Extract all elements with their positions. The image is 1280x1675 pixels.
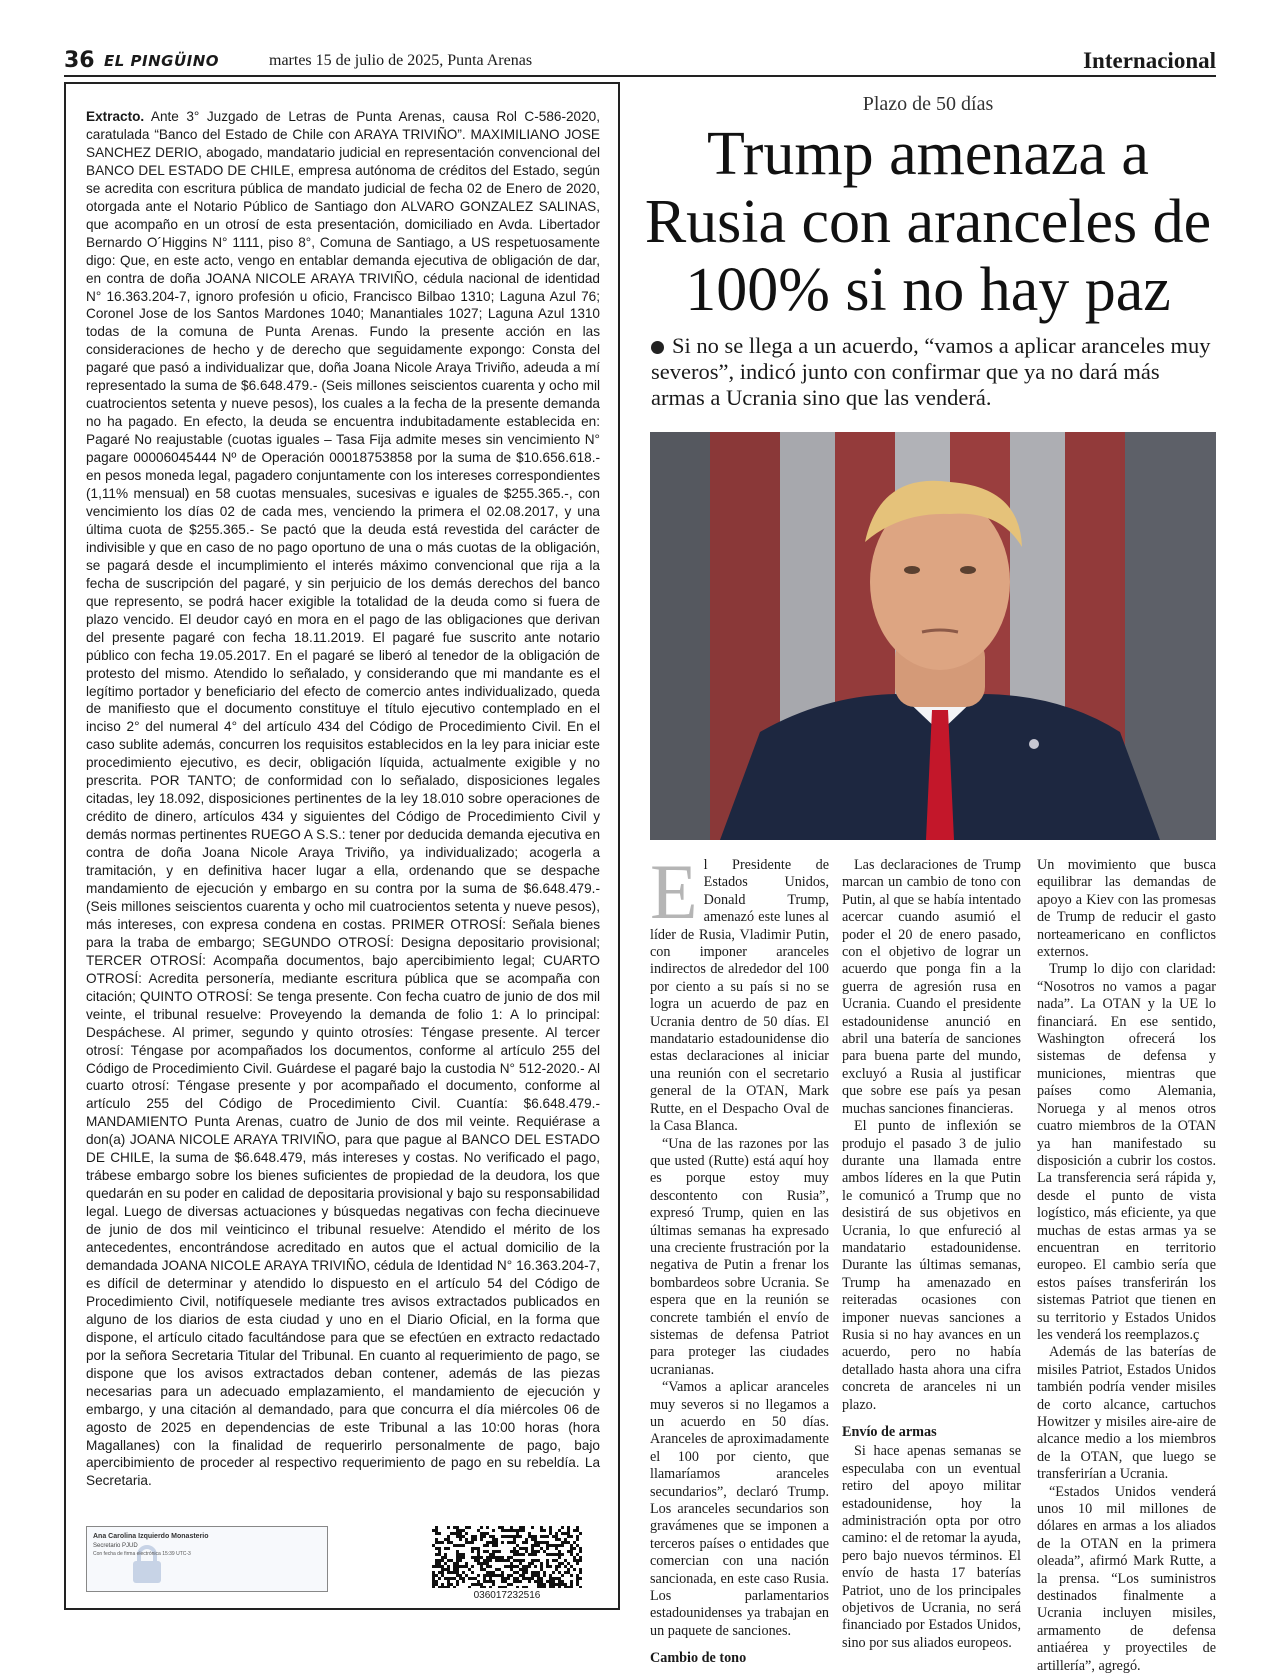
date-line: martes 15 de julio de 2025, Punta Arenas (269, 52, 533, 69)
drop-cap: E (650, 848, 698, 935)
signer-name: Ana Carolina Izquierdo Monasterio (93, 1533, 209, 1540)
paragraph: Si hace apenas semanas se especulaba con un eventual retiro del apoyo militar estadounidense, hoy la administración opta por otro camino: el de retomar la ayuda, pero bajo nuevos términos. El envío de hasta 17 baterías Patriot, uno de los principales objetivos de Ucrania, no será financiado por Estados Unidos, sino por sus aliados europeos. (842, 1443, 1021, 1651)
barcode-number: 036017232516 (473, 1590, 541, 1601)
legal-notice-body: Ante 3° Juzgado de Letras de Punta Arenas, causa Rol C-586-2020, caratulada “Banco del Estado de Chile con ARAYA TRIVIÑO”. MAXIMILIANO JOSE SANCHEZ DERIO, abogado, mandatario judicial en representación convencional del BANCO DEL ESTADO DE CHILE, empresa autónoma de créditos del Estado, según se acredita con escritura pública de mandato judicial de fecha 02 de Enero de 2020, otorgada ante el Notario Público de Santiago don ALVARO GONZALEZ SALINAS, que acompaño en un otrosí de esta presentación, domiciliado en Avda. Libertador Bernardo O´Higgins N° 1111, piso 8°, Comuna de Santiago, a US respetuosamente digo: Que, en este acto, vengo en entablar demanda ejecutiva de obligación de dar, en contra de doña JOANA NICOLE ARAYA TRIVIÑO, cédula nacional de identidad N° 16.363.204-7, ignoro profesión u oficio, Francisco Bilbao 1310; Laguna Azul 76; Coronel Jose de los Santos Mardones 1040; Manantiales 1027; Laguna Azul 1310 todas de la comuna de Punta Arenas. Fundo la presente acción en las consideraciones de hecho y de derecho que seguidamente expongo: Consta del pagaré que pasó a individualizar que, doña Joana Nicole Araya Triviño, adeuda a mí representado la suma de $6.648.479.- (Seis millones seiscientos cuarenta y ocho mil cuatrocientos setenta y nueve pesos), los cuales a la fecha de la presente demanda no ha pagado. En efecto, la deuda se encuentra indubitadamente establecida en: Pagaré No reajustable (cuotas iguales – Tasa Fija admite meses sin vencimiento N° pagare 00006045444 Nº de Operación 00018753858 por la suma de $10.656.618.- en pesos moneda legal, pagadero conjuntamente con los intereses correspondientes (1,11% mensual) en 58 cuotas mensuales, sucesivas e iguales de $255.365.-, con vencimiento los días 02 de cada mes, venciendo la primera el 02.08.2017, y una última cuota de $255.365.- Se pactó que la deuda está revestida del carácter de indivisible y que en caso de no pago oportuno de una o más cuotas de la obligación, se pagará desde el incumplimiento el interés máximo convencional que rija a la fecha de suscripción del pagaré, y sin perjuicio de los demás derechos del banco que represento, se podrá hacer exigible la totalidad de la deuda como si fuera de plazo vencido. El deudor cayó en mora en el pago de las obligaciones que derivan del presente pagaré con fecha 18.11.2019. El pagaré fue suscrito ante notario público con fecha 19.05.2017. En el pagaré se liberó al tenedor de la obligación de protesto del mismo. Atendido lo señalado, y considerando que mi mandante es el legítimo portador y beneficiario del efecto de comercio antes individualizado, queda de manifiesto que el documento constituye el título ejecutivo contemplado en el inciso 2° del numeral 4° del artículo 434 del Código de Procedimiento Civil. En el caso sublite además, concurren los requisitos establecidos en la ley para iniciar este procedimiento ejecutivo, es decir, obligación líquida, actualmente exigible y no prescrita. POR TANTO; de conformidad con lo señalado, disposiciones legales citadas, ley 18.092, disposiciones pertinentes de la ley 18.010 sobre operaciones de crédito de dinero, artículos 434 y siguientes del Código de Procedimiento Civil y demás normas pertinentes RUEGO A S.S.: tener por deducida demanda ejecutiva en contra de doña Joana Nicole Araya Triviño, ya individualizado; acogerla a tramitación, y en definitiva hacer lugar a ella, ordenando que se despache mandamiento de ejecución y embargo en su contra por la suma de $6.648.479.- (Seis millones seiscientos cuarenta y ocho mil cuatrocientos setenta y nueve pesos), más intereses, con expresa condena en costas. PRIMER OTROSÍ: Señala bienes para la traba de embargo; SEGUNDO OTROSÍ: Designa depositario provisional; TERCER OTROSÍ: Acompaña documentos, bajo apercibimiento legal; CUARTO OTROSÍ: Acredita personería, mediante escritura pública que se acompaña con citación; QUINTO OTROSÍ: Se tenga presente. Con fecha cuatro de junio de dos mil veinte, el tribunal resuelve: Proveyendo la demanda de folio 1: A lo principal: Despáchese. Al primer, segundo y quinto otrosíes: Téngase presente. Al tercer otrosí: Téngase por acompañados los documentos, conforme al artículo 255 del Código de Procedimiento Civil. Guárdese el pagaré bajo la custodia N° 512-2020.- Al cuarto otrosí: Téngase presente y por acompañado el documento, conforme al artículo 255 del Código de Procedimiento Civil. Cuantía: $6.648.479.- MANDAMIENTO Punta Arenas, cuatro de Junio de dos mil veinte. Requiérase a don(a) JOANA NICOLE ARAYA TRIVIÑO, para que pague al BANCO DEL ESTADO DE CHILE, la suma de $6.648.479, más intereses y costas. No verificado el pago, trábese embargo sobre los bienes suficientes de propiedad de la deudora, los que quedarán en su poder en calidad de depositaria provisional y bajo su responsabilidad legal. Luego de diversas actuaciones y búsquedas negativas con fecha diecinueve de junio de dos mil veinticinco el tribunal resuelve: Atendido el mérito de los antecedentes, encontrándose acreditado en autos que el actual domicilio de la demandada JOANA NICOLE ARAYA TRIVIÑO, cédula de Identidad N° 16.363.204-7, es difícil de determinar y atendido lo dispuesto en el artículo 54 del Código de Procedimiento Civil, notifíquesele mediante tres avisos extractados publicados en alguno de los diarios de esta ciudad y uno en el Diario Oficial, en la forma que dispone, el artículo citado facultándose para que se efectúen en extracto redactado por la señora Secretaria Titular del Tribunal. En cuanto al requerimiento de pago, se dispone que los avisos extractados deban contener, además de las piezas necesarias para un adecuado emplazamiento, el mandamiento de ejecución y embargo, y una citación al demandado, para que concurra el día miércoles 06 de agosto de 2025 en dependencias de este Tribunal a las 10:00 horas (hora Magallanes) con la finalidad de requerirlo personalmente de pago, bajo apercibimiento de proceder al respectivo requerimiento de pago en su rebeldía. La Secretaria. (86, 109, 600, 1489)
paragraph: Trump lo dijo con claridad: “Nosotros no vamos a pagar nada”. La OTAN y la UE lo financiará. En ese sentido, Washington ofrecerá los sistemas de defensa y municiones, mientras que países como Alemania, Noruega y al menos otros cuatro miembros de la OTAN ya han manifestado su disposición a cubrir los costos. La transferencia será rápida y, desde el punto de vista logístico, más eficiente, ya que muchas de estas armas ya se encuentran en territorio europeo. El cambio sería que estos países transferirán los sistemas Patriot que tienen en su territorio y Estados Unidos les venderá los reemplazos.ç (1037, 961, 1216, 1343)
paragraph: Un movimiento que busca equilibrar las demandas de apoyo a Kiev con las promesas de Trump de reducir el gasto norteamericano en conflictos externos. (1037, 857, 1216, 961)
paragraph: l Presidente de Estados Unidos, Donald Trump, amenazó este lunes al líder de Rusia, Vladimir Putin, con imponer aranceles indirectos de alrededor del 100 por ciento a su país si no se logra un acuerdo de paz en Ucrania dentro de 50 días. El mandatario estadounidense dio estas declaraciones al iniciar una reunión con el secretario general de la OTAN, Mark Rutte, en el Despacho Oval de la Casa Blanca. (650, 857, 829, 1135)
trump-photo (650, 432, 1216, 840)
legal-notice-lead: Extracto. (86, 109, 145, 124)
subheading: Envío de armas (842, 1424, 937, 1440)
article-deck (651, 333, 1211, 411)
article-column-1 (650, 848, 829, 1670)
paragraph: Las declaraciones de Trump marcan un cambio de tono con Putin, al que se había intentado acercar cuando asumió el poder el 20 de enero pasado, con el objetivo de lograr un acuerdo que ponga fin a la guerra de agresión rusa en Ucrania. Cuando el presidente estadounidense anunció en abril una batería de sanciones para buena parte del mundo, excluyó a Rusia al justificar que sobre ese país ya pesan muchas sanciones financieras. (842, 857, 1021, 1117)
section-title: Internacional (1083, 48, 1216, 73)
article-column-3 (1037, 857, 1216, 1675)
electronic-signature-block (86, 1526, 328, 1592)
paragraph: El punto de inflexión se produjo el pasado 3 de julio durante una llamada entre ambos líderes en la que Putin le comunicó a Trump que no desistirá de sus objetivos en Ucrania, lo que enfureció al mandatario estadounidense. Durante las últimas semanas, Trump ha amenazado en reiteradas ocasiones con imponer nuevas sanciones a Rusia si no hay avances en un acuerdo, pero no había detallado hasta ahora una cifra concreta de aranceles ni un plazo. (842, 1118, 1021, 1413)
paragraph: “Vamos a aplicar aranceles muy severos si no llegamos a un acuerdo en 50 días. Aranceles de aproximadamente el 100 por ciento, que llamaríamos aranceles secundarios”, declaró Trump. Los aranceles secundarios son gravámenes que se imponen a terceros países o entidades que comercian con una nación sancionada, en este caso Rusia. Los parlamentarios estadounidenses ya trabajan en un paquete de sanciones. (650, 1379, 829, 1639)
article-kicker: Plazo de 50 días (862, 93, 994, 115)
signature-date: Con fecha de firma electrónica 15:39 UTC-3 (93, 1551, 191, 1557)
barcode-graphic (432, 1526, 582, 1588)
bullet-icon (651, 341, 664, 354)
subheading: Cambio de tono (650, 1650, 747, 1667)
page-header (64, 48, 1216, 78)
page-number: 36 (64, 48, 95, 73)
newspaper-logo: EL PINGÜINO (104, 52, 220, 70)
legal-notice-box (64, 82, 620, 1610)
paragraph: “Una de las razones por las que usted (Rutte) está aquí hoy es porque estoy muy descontento con Rusia”, expresó Trump, quien en las últimas semanas ha expresado una creciente frustración por la negativa de Putin a frenar los bombardeos sobre Ucrania. Se espera que en la reunión se concrete también el envío de sistemas de defensa Patriot para proteger las ciudades ucranianas. (650, 1135, 829, 1378)
paragraph: Además de las baterías de misiles Patriot, Estados Unidos también podría vender misiles de corto alcance, cartuchos Howitzer y misiles aire-aire de alcance medio a los miembros de la OTAN, que luego se transferirían a Ucrania. (1037, 1344, 1216, 1483)
header-rule (64, 75, 1216, 77)
deck-text: Si no se llega a un acuerdo, “vamos a aplicar aranceles muy severos”, indicó junto con confirmar que ya no dará más armas a Ucrania sino que las venderá. (651, 333, 1211, 410)
paragraph: “Estados Unidos venderá unos 10 mil millones de dólares en armas a los aliados de la OTAN en la primera oleada”, afirmó Mark Rutte, a la prensa. “Los suministros destinados finalmente a Ucrania incluyen misiles, armamento de defensa antiaérea y proyectiles de artillería”, agregó. (1037, 1483, 1216, 1674)
qr-barcode (432, 1526, 582, 1604)
article-column-2 (842, 857, 1021, 1652)
signer-role: Secretario PJUD (93, 1543, 138, 1549)
legal-notice-text (86, 108, 600, 1490)
article-photo (650, 432, 1216, 840)
article-headline: Trump amenaza a Rusia con aranceles de 100% si no hay paz (644, 120, 1212, 324)
